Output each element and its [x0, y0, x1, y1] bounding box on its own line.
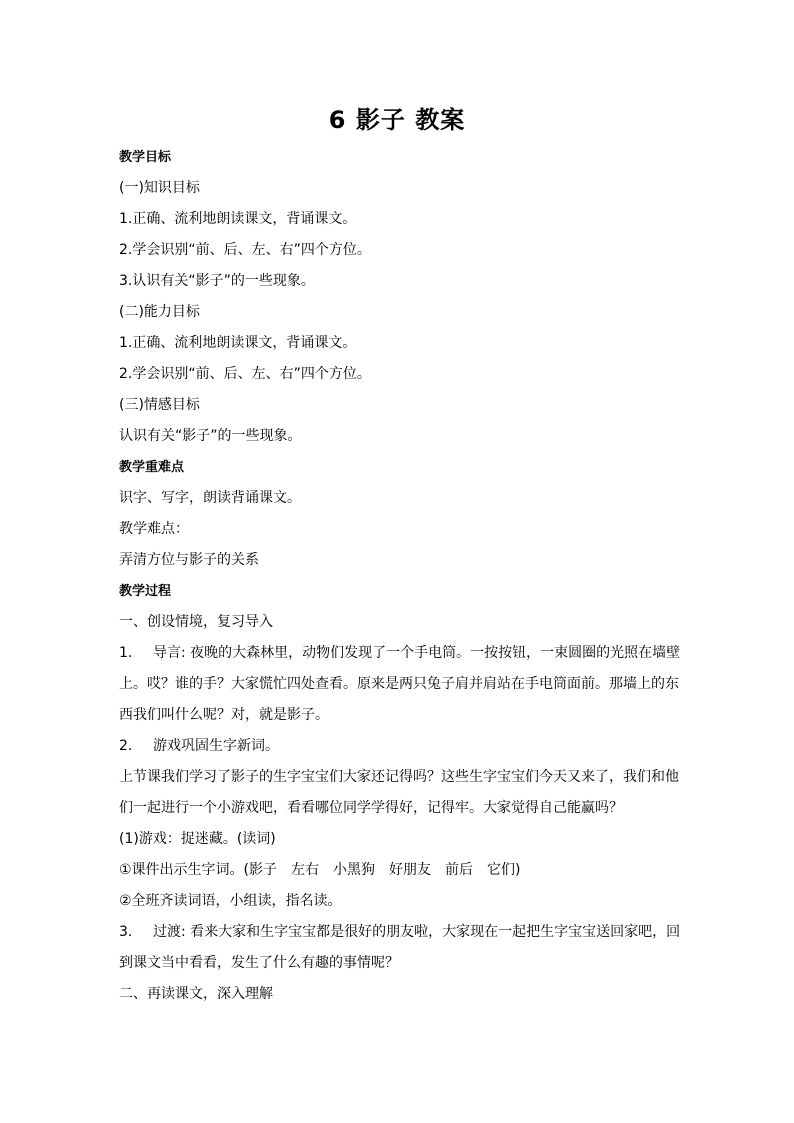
item-number: 3. [119, 924, 133, 940]
page-title: 6 影子 教案 [328, 106, 466, 134]
step1-heading: 一、创设情境，复习导入 [119, 614, 273, 630]
ability-heading: (二)能力目标 [119, 304, 200, 320]
item-number: 2. [119, 738, 133, 754]
circle-item-2: ②全班齐读词语，小组读，指名读。 [119, 893, 342, 909]
document-body [119, 142, 679, 1010]
knowledge-item: 3.认识有关“影子”的一些现象。 [119, 273, 315, 289]
goals-heading: 教学目标 [119, 150, 172, 165]
knowledge-item: 2.学会识别“前、后、左、右”四个方位。 [119, 242, 371, 258]
emotion-text: 认识有关“影子”的一些现象。 [119, 428, 302, 444]
item-text: 过渡: 看来大家和生字宝宝都是很好的朋友啦，大家现在一起把生字宝宝送回家吧，回 [153, 924, 681, 940]
process-item-2 [119, 731, 679, 762]
process-heading: 教学过程 [119, 584, 172, 599]
process-item-1 [119, 638, 679, 669]
item-text: 游戏巩固生字新词。 [153, 738, 279, 754]
key-points-heading: 教学重难点 [119, 460, 185, 475]
difficulty-text: 弄清方位与影子的关系 [119, 552, 259, 568]
process-item-3-continued: 到课文当中看看，发生了什么有趣的事情呢？ [119, 955, 399, 971]
circle-item-1: ①课件出示生字词。(影子 左右 小黑狗 好朋友 前后 它们) [119, 862, 521, 878]
item-number: 1. [119, 645, 133, 661]
ability-item: 1.正确、流利地朗读课文，背诵课文。 [119, 335, 357, 351]
emotion-heading: (三)情感目标 [119, 397, 200, 413]
difficulty-label: 教学难点： [119, 521, 189, 537]
ability-item: 2.学会识别“前、后、左、右”四个方位。 [119, 366, 371, 382]
knowledge-heading: (一)知识目标 [119, 180, 200, 196]
item-text: 导言: 夜晚的大森林里，动物们发现了一个手电筒。一按按钮，一束圆圈的光照在墙壁 [153, 645, 681, 661]
game-line: (1)游戏：捉迷藏。(读词) [119, 831, 276, 847]
process-item-1-continued: 上。哎？谁的手？大家慌忙四处查看。原来是两只兔子肩并肩站在手电筒面前。那墙上的东 [119, 676, 679, 692]
paragraph-line: 们一起进行一个小游戏吧，看看哪位同学学得好，记得牢。大家觉得自己能赢吗？ [119, 800, 623, 816]
process-item-1-continued: 西我们叫什么呢？对，就是影子。 [119, 707, 329, 723]
knowledge-item: 1.正确、流利地朗读课文，背诵课文。 [119, 211, 357, 227]
step2-heading: 二、再读课文，深入理解 [119, 986, 273, 1002]
paragraph-line: 上节课我们学习了影子的生字宝宝们大家还记得吗？这些生字宝宝们今天又来了，我们和他 [119, 769, 679, 785]
key-points-text: 识字、写字，朗读背诵课文。 [119, 490, 301, 506]
process-item-3 [119, 917, 679, 948]
